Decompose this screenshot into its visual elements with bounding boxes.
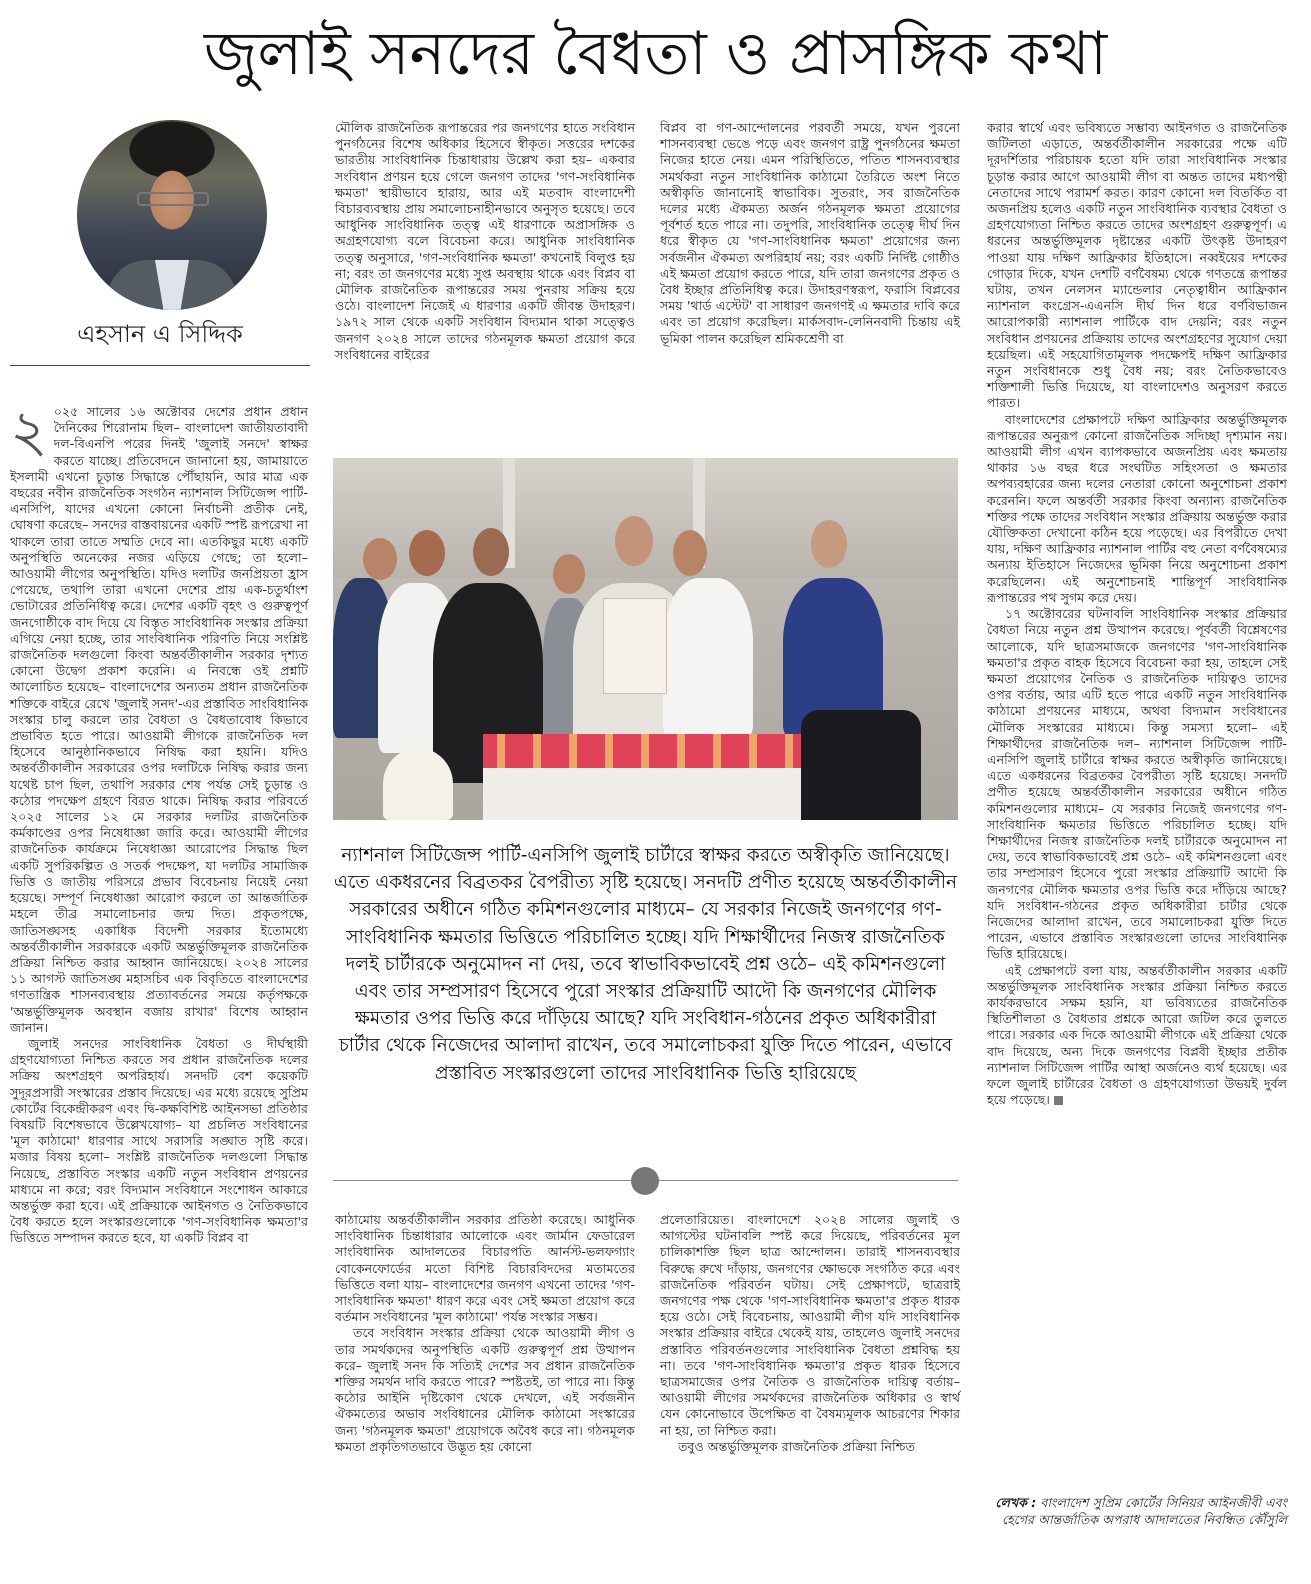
person-head [553, 554, 585, 594]
paragraph: তবুও অন্তর্ভুক্তিমূলক রাজনৈতিক প্রক্রিয়া নিশ্চিত [678, 1438, 916, 1454]
article-column-4 [987, 120, 1287, 1108]
article-headline: জুলাই সনদের বৈধতা ও প্রাসঙ্গিক কথা [203, 19, 1108, 89]
paragraph: এই প্রেক্ষাপটে বলা যায়, অন্তর্বর্তীকালীন সরকার একটি অন্তর্ভুক্তিমূলক সাংবিধানিক সংস্কার প্রক্রিয়া নিশ্চিত করতে কার্যকরভাবে সক্ষম হয়নি, যা ভবিষ্যতের রাজনৈতিক স্থিতিশীলতা ও বৈধতার প্রশ্নকে আরো জটিল করে তুলতে পারে। সরকার এক দিকে আওয়ামী লীগকে এই প্রক্রিয়া থেকে বাদ দিয়েছে, অন্য দিকে জনগণের বিপ্লবী ইচ্ছার প্রতীক ন্যাশনাল সিটিজেন্স পার্টির আস্থা অর্জনেও ব্যর্থ হয়েছে। এর ফলে জুলাই চার্টারের বৈধতা ও গ্রহণযোগ্যতা উভয়ই দুর্বল হয়ে পড়েছে। [987, 962, 1287, 1108]
paragraph: ১৭ অক্টোবরের ঘটনাবলি সাংবিধানিক সংস্কার প্রক্রিয়ার বৈধতা নিয়ে নতুন প্রশ্ন উত্থাপন করেছে। পূর্ববর্তী বিশ্লেষণের আলোকে, যদি ছাত্রসমাজকে জনগণের 'গণ-সাংবিধানিক ক্ষমতা'র প্রকৃত বাহক হিসেবে বিবেচনা করা হয়, তাহলে সেই ক্ষমতা প্রয়োগের নৈতিক ও রাজনৈতিক দায়িত্বও তাদের ওপর বর্তায়, আর এটি হতে পারে একটি নতুন সাংবিধানিক কাঠামো প্রণয়নের মাধ্যমে, অথবা বিদ্যমান সংবিধানের মৌলিক সংস্কারের মাধ্যমে। কিন্তু সমস্যা হলো– এই শিক্ষার্থীদের রাজনৈতিক দল– ন্যাশনাল সিটিজেন্স পার্টি-এনসিপি জুলাই চার্টারে স্বাক্ষর করতে অস্বীকৃতি জানিয়েছে। এতে একধরনের বিব্রতকর বৈপরীত্য সৃষ্টি হয়েছে। সনদটি প্রণীত হয়েছে অন্তর্বর্তীকালীন সরকারের অধীনে গঠিত কমিশনগুলোর মাধ্যমে– যে সরকার নিজেই জনগণের গণ-সাংবিধানিক ক্ষমতার ভিত্তিতে পরিচালিত হচ্ছে। যদি শিক্ষার্থীদের নিজস্ব রাজনৈতিক দলই চার্টারকে অনুমোদন না দেয়, তবে স্বাভাবিকভাবেই প্রশ্ন ওঠে– এই কমিশনগুলো এবং তার সম্প্রসারণ হিসেবে পুরো সংস্কার প্রক্রিয়াটি আদৌ কি জনগণের মৌলিক ক্ষমতার ওপর ভিত্তি করে দাঁড়িয়ে আছে? যদি সংবিধান-গঠনের প্রকৃত অধিকারীরা চার্টার থেকে নিজেদের আলাদা রাখেন, তবে সমালোচকরা যুক্তি দিতে পারেন, এভাবে প্রস্তাবিত সংস্কারগুলো তাদের সাংবিধানিক ভিত্তি হারিয়েছে। [987, 606, 1287, 962]
drop-cap: ২ [10, 397, 48, 465]
paragraph: বিপ্লব বা গণ-আন্দোলনের পরবর্তী সময়ে, যখন পুরনো শাসনব্যবস্থা ভেঙে পড়ে এবং জনগণ রাষ্ট্র পুনর্গঠনের ক্ষমতা নিজের হাতে নেয়। এমন পরিস্থিতিতে, পতিত শাসনব্যবস্থার সমর্থকরা নতুন সাংবিধানিক কাঠামো তৈরিতে অংশ নিতে অস্বীকৃতি জানানোই স্বাভাবিক। সুতরাং, সব রাজনৈতিক দলের মধ্যে ঐকমত্য অর্জন গঠনমূলক ক্ষমতা প্রয়োগের পূর্বশর্ত হতে পারে না। তদুপরি, সাংবিধানিক তত্ত্বে দীর্ঘ দিন ধরে স্বীকৃত যে 'গণ-সাংবিধানিক ক্ষমতা' প্রয়োগের জন্য সর্বজনীন ঐকমত্য অপরিহার্য নয়; বরং একটি নির্দিষ্ট গোষ্ঠীও এই ক্ষমতা প্রয়োগ করতে পারে, যদি তারা জনগণের প্রকৃত ও বৈধ ইচ্ছার প্রতিনিধিত্ব করে। উদাহরণস্বরূপ, ফরাসি বিপ্লবের সময় 'থার্ড এস্টেট' বা সাধারণ জনগণই এ ক্ষমতার দাবি করে এবং তা প্রয়োগ করেছিল। মার্কসবাদ-লেনিনবাদী চিন্তায় এই ভূমিকা পালন করেছিল শ্রমিকশ্রেণী বা [660, 120, 960, 346]
news-photo [333, 458, 958, 820]
writer-note-label: লেখক : [995, 1495, 1037, 1510]
article-column-3 [660, 120, 960, 347]
person-figure [663, 578, 753, 738]
paragraph: তবে সংবিধান সংস্কার প্রক্রিয়া থেকে আওয়ামী লীগ ও তার সমর্থকদের অনুপস্থিতি একটি গুরুত্বপূর্ণ প্রশ্ন উত্থাপন করে– জুলাই সনদ কি সত্যিই দেশের সব প্রধান রাজনৈতিক শক্তির সমর্থন দাবি করতে পারে? স্পষ্টতই, তা পারে না। কিন্তু কঠোর আইনি দৃষ্টিকোণ থেকে দেখলে, এই সর্বজনীন ঐকমত্যের অভাব সংবিধানের মৌলিক কাঠামো সংস্কারের জন্য 'গঠনমূলক ক্ষমতা' প্রয়োগকে অবৈধ করে না। গঠনমূলক ক্ষমতা প্রকৃতিগতভাবে উদ্ভূত হয় কোনো [335, 1325, 635, 1454]
paragraph: করার স্বার্থে এবং ভবিষ্যতে সম্ভাব্য আইনগত ও রাজনৈতিক জটিলতা এড়াতে, অন্তর্বর্তীকালীন সরকারের পক্ষে এটি দূরদর্শিতার পরিচায়ক হতো যদি তারা সাংবিধানিক সংস্কার চূড়ান্ত করার আগে আওয়ামী লীগ বা অন্তত তাদের মধ্যপন্থী নেতাদের সাথে পরামর্শ করত। কারণ কোনো দল বিতর্কিত বা অজনপ্রিয় হলেও একটি নতুন সাংবিধানিক ব্যবস্থার বৈধতা ও গ্রহণযোগ্যতা নিশ্চিত করতে তাদের অংশগ্রহণ গুরুত্বপূর্ণ। এ ধরনের অন্তর্ভুক্তিমূলক দৃষ্টান্তের একটি উৎকৃষ্ট উদাহরণ পাওয়া যায় দক্ষিণ আফ্রিকার ইতিহাসে। নব্বইয়ের দশকের গোড়ার দিকে, যখন দেশটি বর্ণবৈষম্য থেকে গণতন্ত্রে রূপান্তর ঘটায়, তখন নেলসন ম্যান্ডেলার নেতৃত্বাধীন আফ্রিকান ন্যাশনাল কংগ্রেস-এএনসি দীর্ঘ দিন ধরে বর্ণবিভাজন আরোপকারী ন্যাশনাল পার্টিকে বাদ দেয়নি; বরং নতুন সংবিধান প্রণয়নের প্রক্রিয়ায় তাদের অংশগ্রহণের সুযোগ দেয়া হয়েছিল। এই সহযোগিতামূলক পদক্ষেপই দক্ষিণ আফ্রিকার নতুন সংবিধানকে শুধু বৈধ নয়; বরং নৈতিকভাবেও শক্তিশালী ভিত্তি দিয়েছে, যা বাংলাদেশও অনুসরণ করতে পারত। [987, 120, 1287, 411]
author-block [10, 110, 310, 370]
water-jug [383, 748, 453, 820]
author-divider [10, 365, 310, 366]
paragraph: প্রলেতারিয়েত। বাংলাদেশে ২০২৪ সালের জুলাই ও আগস্টের ঘটনাবলি স্পষ্ট করে দিয়েছে, পরিবর্তনের মূল চালিকাশক্তি ছিল ছাত্র আন্দোলন। তারাই শাসনব্যবস্থার বিরুদ্ধে রুখে দাঁড়ায়, জনগণের ক্ষোভকে সংগঠিত করে এবং রাজনৈতিক পরিবর্তন ঘটায়। সেই প্রেক্ষাপটে, ছাত্ররাই জনগণের পক্ষ থেকে 'গণ-সাংবিধানিক ক্ষমতা'র প্রকৃত ধারক হয়ে ওঠে। সেই বিবেচনায়, আওয়ামী লীগ যদি সাংবিধানিক সংস্কার প্রক্রিয়ার বাইরে থেকেই যায়, তাহলেও জুলাই সনদের প্রস্তাবিত পরিবর্তনগুলোর সাংবিধানিক বৈধতা প্রশ্নবিদ্ধ হয় না। তবে 'গণ-সাংবিধানিক ক্ষমতা'র প্রকৃত ধারক হিসেবে ছাত্রসমাজের ওপর নৈতিক ও রাজনৈতিক দায়িত্ব বর্তায়– আওয়ামী লীগের সমর্থকদের রাজনৈতিক অধিকার ও স্বার্থ যেন কোনোভাবে উপেক্ষিত বা বৈষম্যমূলক আচরণের শিকার না হয়, তা নিশ্চিত করা। [660, 1212, 960, 1438]
paragraph: মৌলিক রাজনৈতিক রূপান্তরের পর জনগণের হাতে সংবিধান পুনর্গঠনের বিশেষ অধিকার হিসেবে স্বীকৃত। সত্তরের দশকের ভারতীয় সাংবিধানিক চিন্তাধারায় উল্লেখ করা হয়– একবার সংবিধান প্রণয়ন হয়ে গেলে জনগণ তাদের 'গণ-সংবিধানিক ক্ষমতা' স্থায়ীভাবে হারায়, আর এই মতবাদ বাংলাদেশী বিচারব্যবস্থায় প্রায় সমালোচনাহীনভাবে অনুসৃত হয়েছে। তবে আধুনিক সাংবিধানিক তত্ত্ব এই ধারণাকে অপ্রাসঙ্গিক ও অগ্রহণযোগ্য বলে বিবেচনা করে। আধুনিক সাংবিধানিক তত্ত্ব অনুসারে, 'গণ-সংবিধানিক ক্ষমতা' কখনোই বিলুপ্ত হয় না; বরং তা জনগণের মধ্যে সুপ্ত অবস্থায় থাকে এবং বিপ্লব বা মৌলিক রাজনৈতিক রূপান্তরের সময় পুনরায় সক্রিয় হয়ে ওঠে। বাংলাদেশ নিজেই এ ধারণার একটি জীবন্ত উদাহরণ। ১৯৭২ সাল থেকে একটি সংবিধান বিদ্যমান থাকা সত্ত্বেও জনগণ ২০২৪ সালে তাদের গঠনমূলক ক্ষমতা প্রয়োগ করে সংবিধানের বাইরের [335, 120, 635, 362]
charter-document [603, 598, 667, 694]
pull-quote: ন্যাশনাল সিটিজেন্স পার্টি-এনসিপি জুলাই চার্টারে স্বাক্ষর করতে অস্বীকৃতি জানিয়েছে। এতে একধরনের বিব্রতকর বৈপরীত্য সৃষ্টি হয়েছে। সনদটি প্রণীত হয়েছে অন্তর্বর্তীকালীন সরকারের অধীনে গঠিত কমিশনগুলোর মাধ্যমে– যে সরকার নিজেই জনগণের গণ-সাংবিধানিক ক্ষমতার ভিত্তিতে পরিচালিত হচ্ছে। যদি শিক্ষার্থীদের নিজস্ব রাজনৈতিক দলই চার্টারকে অনুমোদন না দেয়, তবে স্বাভাবিকভাবেই প্রশ্ন ওঠে– এই কমিশনগুলো এবং তার সম্প্রসারণ হিসেবে পুরো সংস্কার প্রক্রিয়াটি আদৌ কি জনগণের মৌলিক ক্ষমতার ওপর ভিত্তি করে দাঁড়িয়ে আছে? যদি সংবিধান-গঠনের প্রকৃত অধিকারীরা চার্টার থেকে নিজেদের আলাদা রাখেন, তবে সমালোচকরা যুক্তি দিতে পারেন, এভাবে প্রস্তাবিত সংস্কারগুলো তাদের সাংবিধানিক ভিত্তি হারিয়েছে [333, 845, 958, 1084]
person-head [615, 516, 653, 566]
end-mark-icon [1054, 1096, 1063, 1105]
avatar-glasses [137, 192, 209, 206]
person-head [409, 530, 445, 576]
paragraph: কাঠামোয় অন্তর্বর্তীকালীন সরকার প্রতিষ্ঠা করেছে। আধুনিক সাংবিধানিক চিন্তাধারার আলোকে এবং জার্মান ফেডারেল সাংবিধানিক আদালতের বিচারপতি আর্নস্ট-ভলফগ্যাং বোকেনফোর্ডের মতো বিশিষ্ট বিচারবিদদের মতামতের ভিত্তিতে বলা যায়– বাংলাদেশের জনগণ এখনো তাদের 'গণ-সাংবিধানিক ক্ষমতা' ধারণ করে এবং সেই ক্ষমতা প্রয়োগ করে বর্তমান সংবিধানের 'মূল কাঠামো' পর্যন্ত সংস্কার সম্ভব। [335, 1212, 635, 1325]
article-column-2 [335, 120, 635, 363]
person-head [673, 530, 707, 576]
article-column-3-bottom [660, 1212, 960, 1455]
person-head [473, 528, 509, 576]
writer-note [987, 1494, 1287, 1528]
author-name: এহসান এ সিদ্দিক [77, 320, 243, 348]
air-cooler [801, 710, 921, 820]
author-avatar [77, 120, 267, 310]
paragraph: ২ ০২৫ সালের ১৬ অক্টোবর দেশের প্রধান প্রধান দৈনিকের শিরোনাম ছিল– বাংলাদেশ জাতীয়তাবাদী দল-বিএনপি পরের দিনই 'জুলাই সনদে' স্বাক্ষর করতে যাচ্ছে। প্রতিবেদনে জানানো হয়, জামায়াতে ইসলামী এখনো চূড়ান্ত সিদ্ধান্তে পৌঁছায়নি, আর মাত্র এক বছরের নবীন রাজনৈতিক সংগঠন ন্যাশনাল সিটিজেন্স পার্টি-এনসিপি, যাদের এখনো কোনো নির্বাচনী প্রতীক নেই, ঘোষণা করেছে– সনদের বাস্তবায়নের একটি স্পষ্ট রূপরেখা না থাকলে তারা তাতে সম্মতি দেবে না। এতকিছুর মধ্যে একটি অনুপস্থিতি অনেকের নজর এড়িয়ে গেছে; তা হলো– আওয়ামী লীগের অনুপস্থিতি। যদিও দলটির জনপ্রিয়তা হ্রাস পেয়েছে, তথাপি তারা এখনো দেশের প্রায় এক-চতুর্থাংশ ভোটারের প্রতিনিধিত্ব করে। দেশের একটি বৃহৎ ও গুরুত্বপূর্ণ জনগোষ্ঠীকে বাদ দিয়ে যে বিস্তৃত সাংবিধানিক সংস্কার প্রক্রিয়া এগিয়ে নেয়া হচ্ছে, তার সাংবিধানিক পরিণতি নিয়ে সংশ্লিষ্ট রাজনৈতিক দলগুলো কিংবা অন্তর্বর্তীকালীন সরকার দৃশ্যত কোনো উদ্বেগ প্রকাশ করেনি। এ নিবন্ধে ওই প্রশ্নটি আলোচিত হয়েছে– বাংলাদেশের অন্যতম প্রধান রাজনৈতিক শক্তিকে বাইরে রেখে 'জুলাই সনদ'-এর প্রস্তাবিত সাংবিধানিক সংস্কার চালু করলে তার বৈধতা ও বৈধতাবোধ কিভাবে প্রভাবিত হতে পারে। আওয়ামী লীগকে রাজনৈতিক দল হিসেবে আনুষ্ঠানিকভাবে নিষিদ্ধ করা হয়নি। যদিও অন্তর্বর্তীকালীন সরকারের ওপর দলটিকে নিষিদ্ধ করার জন্য যথেষ্ট চাপ ছিল, তথাপি সরকার শেষ পর্যন্ত সেই চূড়ান্ত ও কঠোর পদক্ষেপ গ্রহণে বিরত থাকে। নিষিদ্ধ করার পরিবর্তে ২০২৫ সালের ১২ মে সরকার দলটির রাজনৈতিক কর্মকাণ্ডের ওপর নিষেধাজ্ঞা জারি করে। আওয়ামী লীগের রাজনৈতিক কার্যক্রমে নিষেধাজ্ঞা আরোপের সিদ্ধান্ত ছিল একটি সুপরিকল্পিত ও সতর্ক পদক্ষেপ, যা দলটির সামাজিক ভিত্তি ও জাতীয় পরিসরে প্রভাব বিবেচনায় নিয়েই নেয়া হয়েছে। সম্পূর্ণ নিষেধাজ্ঞা আরোপ করলে তা আন্তর্জাতিক মহলে তীব্র সমালোচনার জন্ম দিত। প্রকৃতপক্ষে, জাতিসঙ্ঘসহ একাধিক বিদেশী সরকার ইতোমধ্যে অন্তর্বর্তীকালীন সরকারকে একটি অন্তর্ভুক্তিমূলক রাজনৈতিক প্রক্রিয়া নিশ্চিত করার আহ্বান জানিয়েছে। ২০২৪ সালের ১১ আগস্ট জাতিসঙ্ঘ মহাসচিব এক বিবৃতিতে বাংলাদেশের গণতান্ত্রিক শাসনব্যবস্থায় প্রত্যাবর্তনের সময়ে কর্তৃপক্ষকে 'অন্তর্ভুক্তিমূলক অবস্থান বজায় রাখার' বিশেষ আহ্বান জানান। [10, 397, 308, 1035]
person-head [811, 520, 847, 568]
writer-note-text: বাংলাদেশ সুপ্রিম কোর্টের সিনিয়র আইনজীবী এবং হেগের আন্তর্জাতিক অপরাধ আদালতের নিবন্ধিত কৌঁসুলি [1002, 1495, 1287, 1527]
article-column-2-bottom [335, 1212, 635, 1455]
article-column-1 [10, 397, 308, 1247]
divider-dot-icon [631, 1167, 659, 1195]
paragraph: জুলাই সনদের সাংবিধানিক বৈধতা ও দীর্ঘস্থায়ী গ্রহণযোগ্যতা নিশ্চিত করতে সব প্রধান রাজনৈতিক দলের সক্রিয় অংশগ্রহণ অপরিহার্য। সনদটি বেশ কয়েকটি সুদূরপ্রসারী সংস্কারের প্রস্তাব দিয়েছে। এর মধ্যে রয়েছে সুপ্রিম কোর্টের বিকেন্দ্রীকরণ এবং দ্বি-কক্ষবিশিষ্ট আইনসভা প্রতিষ্ঠার বিষয়টি বিশেষভাবে উল্লেখযোগ্য– যা প্রচলিত সংবিধানের 'মূল কাঠামো' ধারণার সাথে সরাসরি সঙ্ঘাত সৃষ্টি করে। মজার বিষয় হলো– সংশ্লিষ্ট রাজনৈতিক দলগুলো সিদ্ধান্ত নিয়েছে, প্রস্তাবিত সংস্কার একটি নতুন সংবিধান প্রণয়নের মাধ্যমে না করে; বরং বিদ্যমান সংবিধানে সংশোধন আকারে অন্তর্ভুক্ত করা হবে। এই প্রক্রিয়াকে আইনগত ও নৈতিকভাবে বৈধ করতে হলে সংস্কারগুলোকে 'গণ-সংবিধানিক ক্ষমতা'র ভিত্তিতে সম্পাদন করতে হবে, যা একটি বিপ্লব বা [10, 1035, 308, 1246]
paragraph: বাংলাদেশের প্রেক্ষাপটে দক্ষিণ আফ্রিকার অন্তর্ভুক্তিমূলক রূপান্তরের অনুরূপ কোনো রাজনৈতিক সদিচ্ছা দৃশ্যমান নয়। আওয়ামী লীগ এখন ব্যাপকভাবে অজনপ্রিয় এবং ক্ষমতায় থাকার ১৬ বছর ধরে সংঘটিত সহিংসতা ও ক্ষমতার অপব্যবহারের জন্য দলের নেতারা কোনো অনুশোচনা প্রকাশ করেননি। ফলে অন্তর্বর্তী সরকার কিংবা অন্যান্য রাজনৈতিক শক্তির পক্ষে তাদের সংবিধান সংস্কার প্রক্রিয়ায় অন্তর্ভুক্ত করার যৌক্তিকতা দেখানো কঠিন হয়ে পড়েছে। এর বিপরীতে দেখা যায়, দক্ষিণ আফ্রিকার ন্যাশনাল পার্টির বহু নেতা বর্ণবৈষম্যের অন্যায় ইতিহাসে নিজেদের ভূমিকা নিয়ে অনুশোচনা প্রকাশ করেছিলেন। এই অনুশোচনাই শান্তিপূর্ণ সাংবিধানিক রূপান্তরের পথ সুগম করে দেয়। [987, 411, 1287, 605]
person-head [363, 538, 397, 580]
